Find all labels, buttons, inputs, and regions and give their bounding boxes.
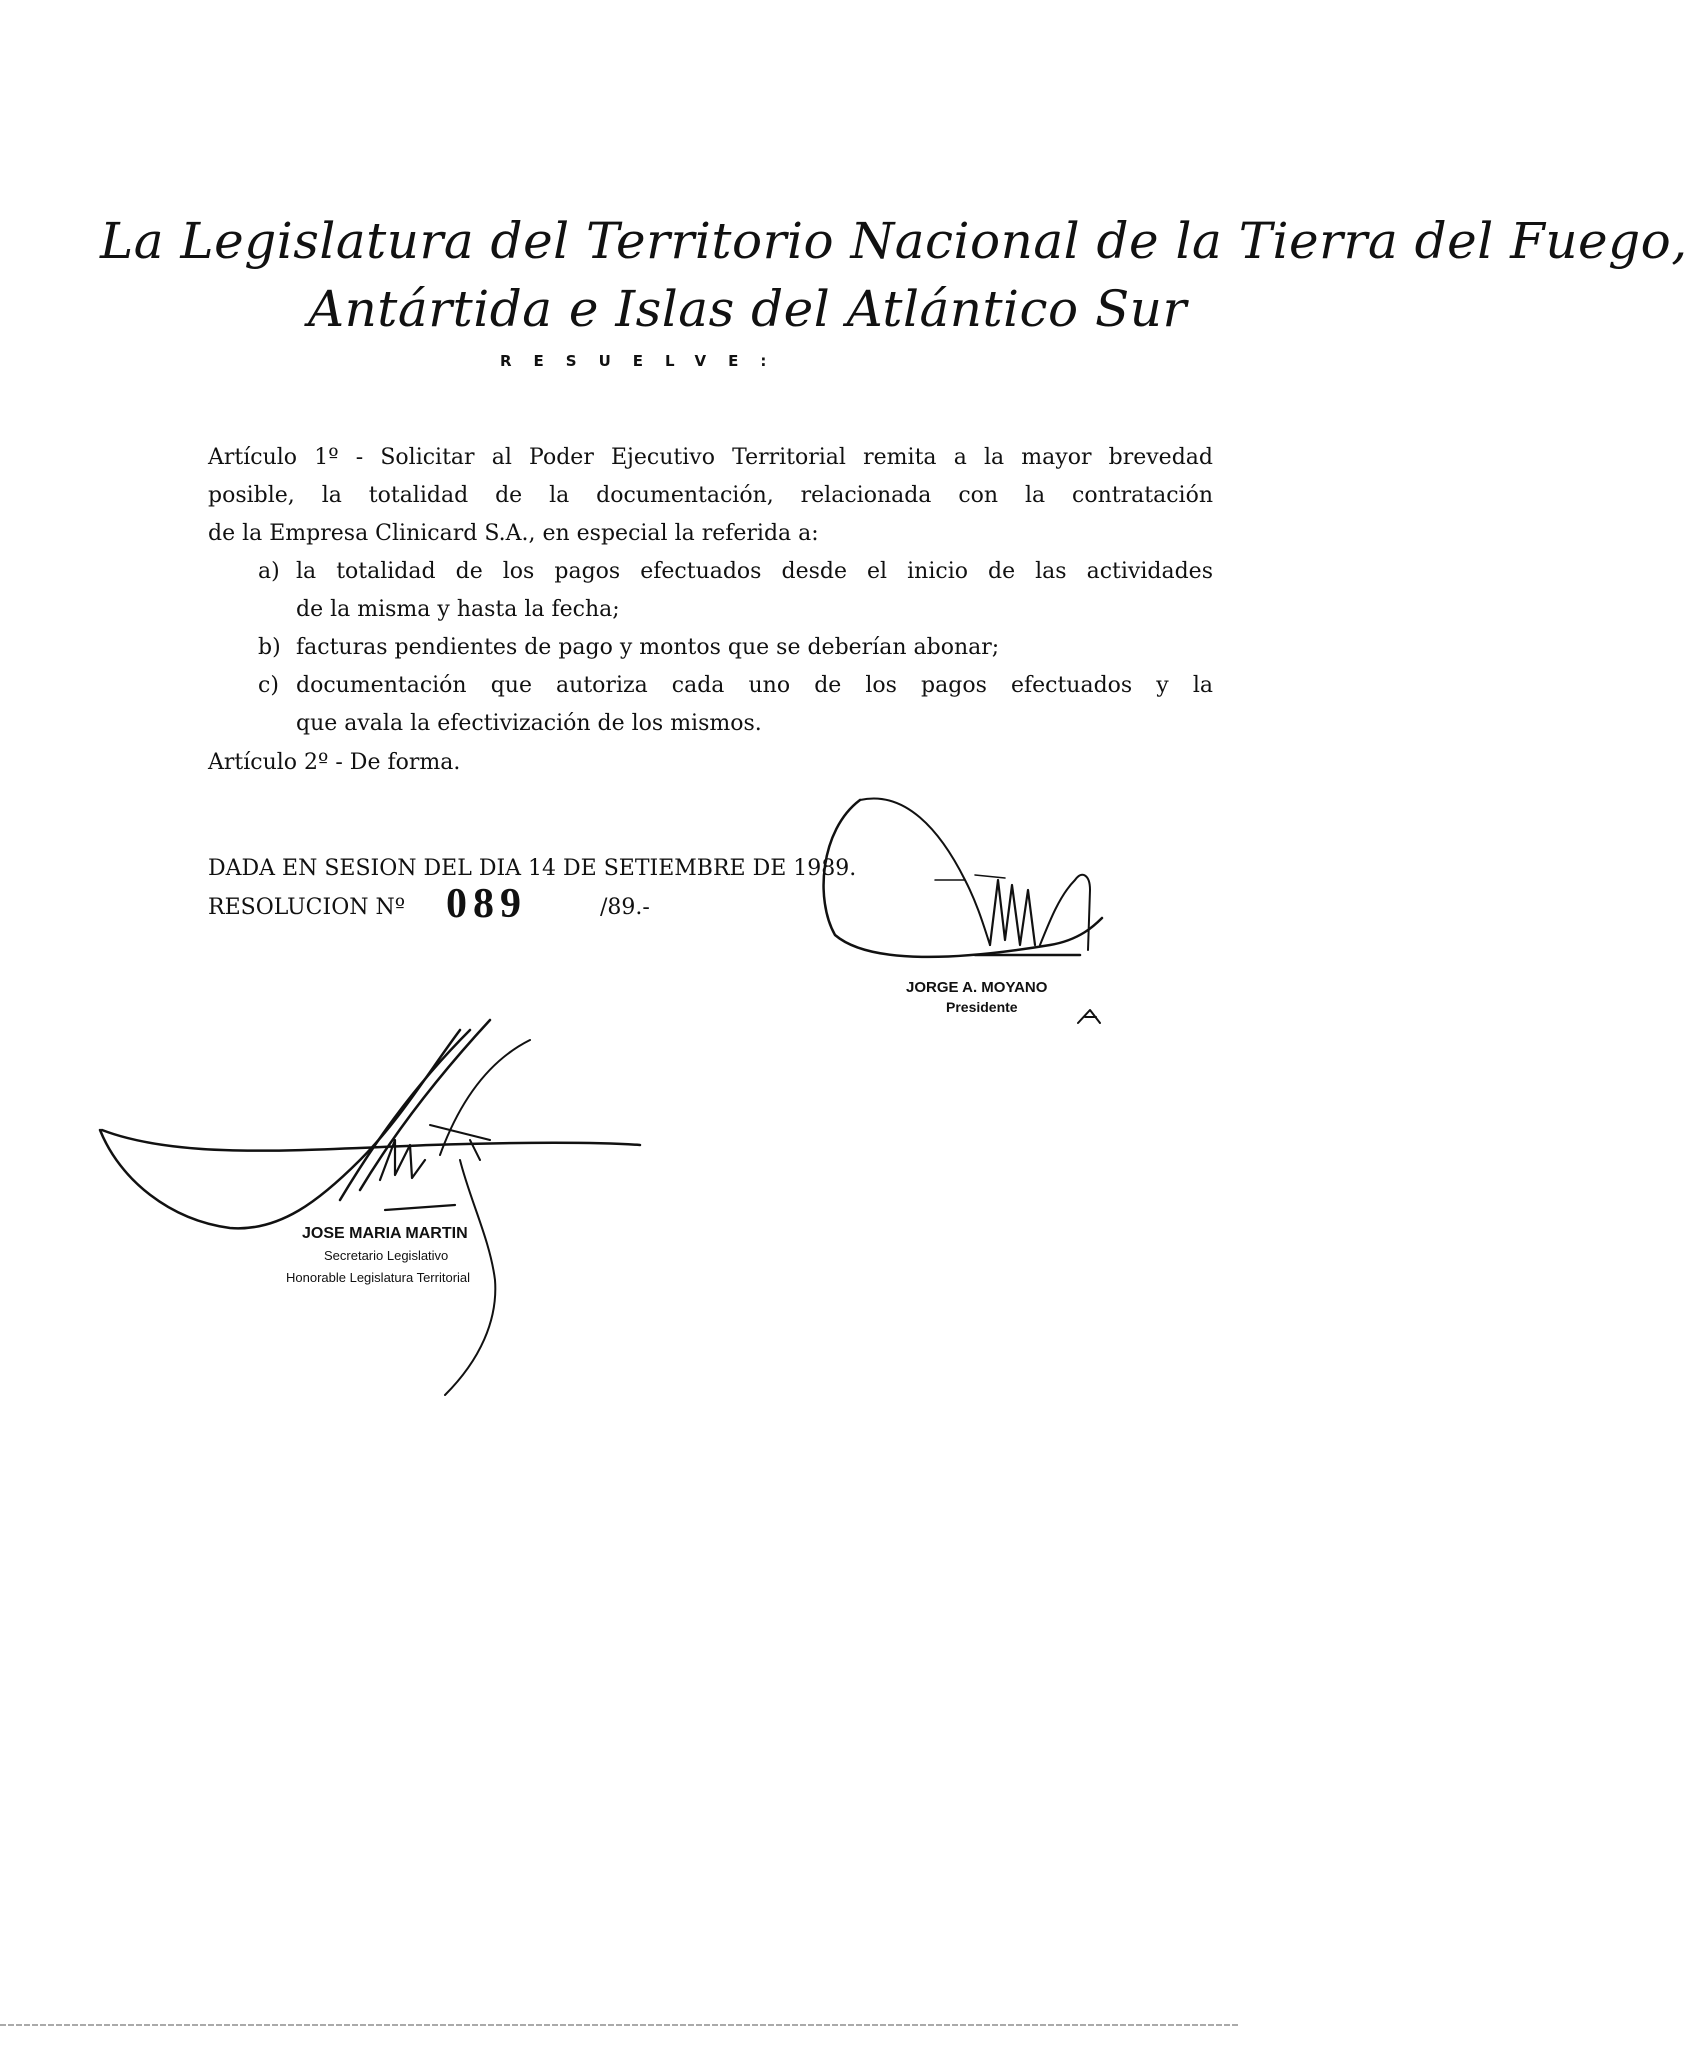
president-title: Presidente <box>946 999 1018 1015</box>
session-date: DADA EN SESION DEL DIA 14 DE SETIEMBRE DE 1989. <box>208 856 857 881</box>
list-item-line-2: de la misma y hasta la fecha; <box>296 597 620 622</box>
list-item-line-2: que avala la efectivización de los mismos. <box>296 711 762 736</box>
resolucion-label: RESOLUCION Nº <box>208 895 406 920</box>
articulo-1-line-1-rest: Solicitar al Poder Ejecutivo Territorial remita a la mayor brevedad <box>380 445 1213 470</box>
list-item-line-1: facturas pendientes de pago y montos que se deberían abonar; <box>296 635 1000 660</box>
resuelve-heading: RESUELVE: <box>500 352 789 370</box>
header-line-1: La Legislatura del Territorio Nacional de la Tierra del Fuego, <box>100 212 1688 270</box>
stamp-mark <box>1078 1010 1100 1023</box>
secretary-title: Secretario Legislativo <box>324 1248 449 1263</box>
secretary-name: JOSE MARIA MARTIN <box>302 1225 468 1242</box>
articulo-1-label: Artículo 1º - <box>208 445 381 470</box>
president-name: JORGE A. MOYANO <box>906 979 1048 996</box>
list-item-label: a) <box>258 559 280 584</box>
articulo-1-line-2: posible, la totalidad de la documentación, relacionada con la contratación <box>208 483 1213 508</box>
secretary-organization: Honorable Legislatura Territorial <box>286 1270 471 1285</box>
articulo-1-line-3: de la Empresa Clinicard S.A., en especial la referida a: <box>208 521 819 546</box>
list-item-label: b) <box>258 635 281 660</box>
resolucion-number: 089 <box>446 881 527 927</box>
list-item-label: c) <box>258 673 279 698</box>
list-item-line-1: documentación que autoriza cada uno de los pagos efectuados y la <box>296 673 1213 698</box>
list-item-line-1: la totalidad de los pagos efectuados desde el inicio de las actividades <box>296 559 1213 584</box>
articulo-2-label: Artículo 2º <box>208 750 329 775</box>
header-line-2: Antártida e Islas del Atlántico Sur <box>308 280 1187 338</box>
resolucion-year: /89.- <box>600 895 650 920</box>
president-signature <box>824 798 1102 956</box>
articulo-2-text: - De forma. <box>328 750 461 775</box>
secretary-signature <box>100 1020 640 1395</box>
